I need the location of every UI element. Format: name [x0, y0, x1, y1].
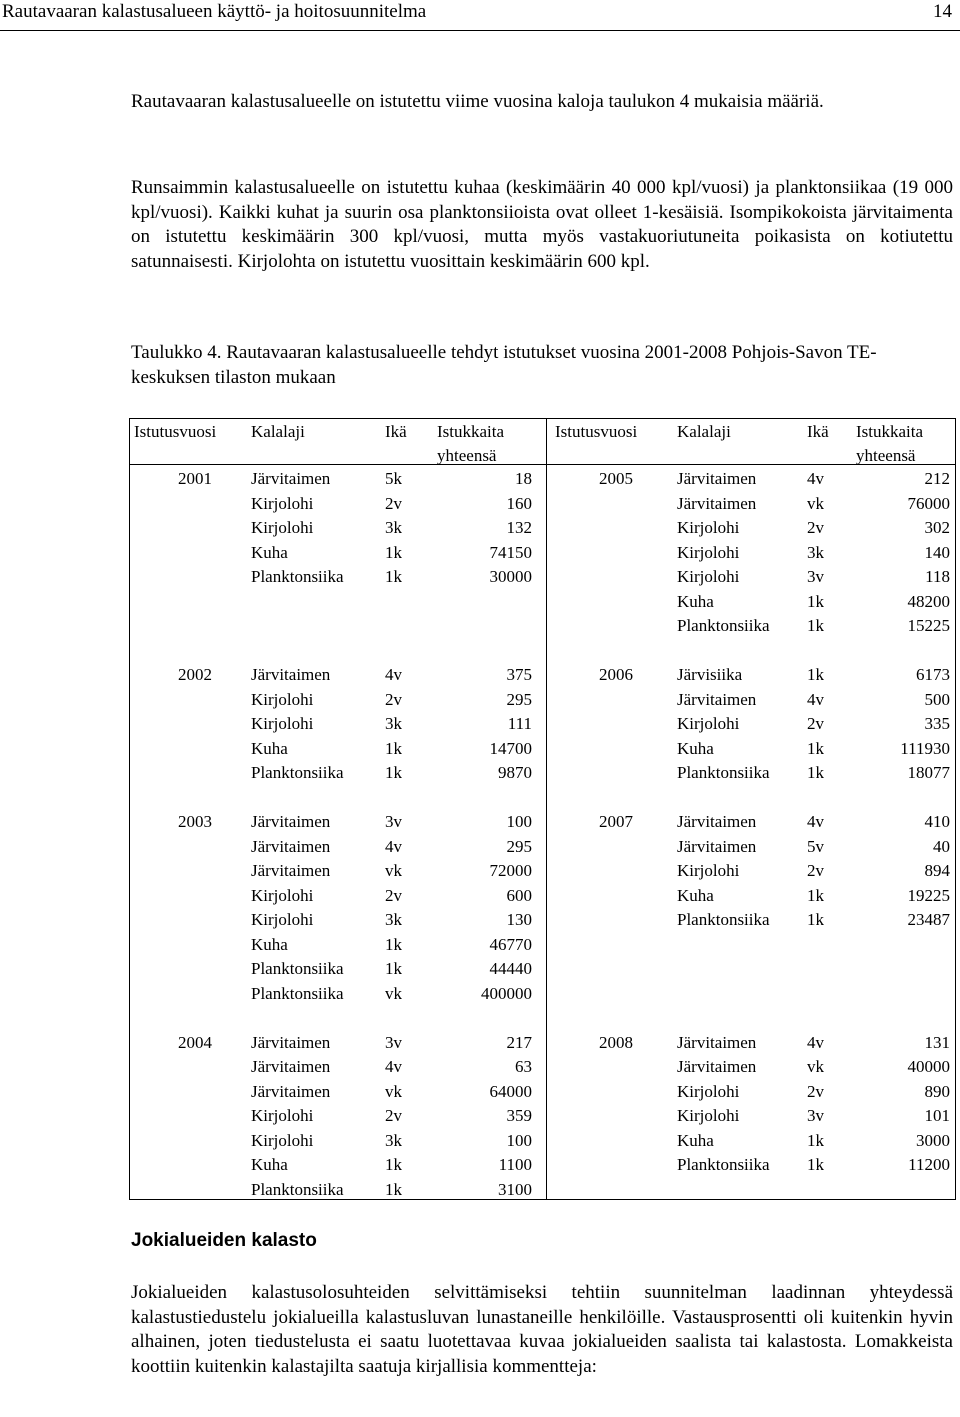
- age-cell: vk: [807, 493, 824, 513]
- stocking-table: [129, 418, 956, 1200]
- count-cell: 44440: [489, 959, 532, 978]
- count-cell: 295: [506, 836, 532, 856]
- count-cell: 74150: [489, 542, 532, 562]
- header-count-total: yhteensä: [437, 446, 497, 465]
- header-year: Istutusvuosi: [555, 422, 638, 441]
- species-cell: Planktonsiika: [677, 616, 770, 635]
- age-cell: 4v: [385, 836, 402, 856]
- header-age: Ikä: [385, 422, 407, 441]
- count-cell: 894: [924, 861, 950, 880]
- section-heading: Jokialueiden kalasto: [131, 1230, 317, 1251]
- species-cell: Järvitaimen: [677, 1032, 757, 1052]
- age-cell: 2v: [385, 1106, 402, 1125]
- species-cell: Kuha: [251, 738, 288, 758]
- species-cell: Järvitaimen: [251, 836, 331, 856]
- year-cell: 2006: [599, 665, 633, 684]
- year-cell: 2004: [178, 1032, 212, 1052]
- species-cell: Kirjolohi: [677, 1081, 740, 1101]
- age-cell: 5v: [807, 836, 824, 856]
- count-cell: 101: [924, 1106, 950, 1125]
- header-count-total: yhteensä: [856, 446, 916, 465]
- count-cell: 140: [924, 542, 950, 562]
- count-cell: 890: [924, 1081, 950, 1101]
- count-cell: 295: [506, 689, 532, 709]
- species-cell: Planktonsiika: [251, 763, 344, 782]
- count-cell: 11200: [908, 1155, 950, 1174]
- species-cell: Planktonsiika: [251, 567, 344, 586]
- age-cell: 4v: [807, 689, 824, 709]
- age-cell: 1k: [807, 885, 824, 905]
- species-cell: Planktonsiika: [677, 763, 770, 782]
- species-cell: Kirjolohi: [251, 885, 314, 905]
- count-cell: 132: [506, 518, 532, 537]
- section-paragraph: Jokialueiden kalastusolosuhteiden selvittämiseksi tehtiin suunnitelman laadinnan yhteydessä kalastustiedustelu jokialueilla kalastusluvan lunastaneille henkilöille. Vastausprosentti oli kuitenkin hyvin alhainen, joten tiedustelusta ei saatu luotettavaa kuvaa jokialueiden saalista tai kalastosta. Lomakkeista koottiin kuitenkin kalastajilta saatuja kirjallisia kommentteja:: [131, 1282, 953, 1377]
- species-cell: Järvitaimen: [677, 493, 757, 513]
- species-cell: Kuha: [251, 542, 288, 562]
- species-cell: Järvisiika: [677, 665, 743, 684]
- age-cell: 2v: [807, 861, 824, 880]
- count-cell: 1100: [498, 1155, 532, 1174]
- species-cell: Kirjolohi: [251, 689, 314, 709]
- species-cell: Planktonsiika: [677, 910, 770, 929]
- age-cell: 1k: [385, 1179, 402, 1199]
- count-cell: 48200: [907, 591, 950, 611]
- age-cell: 1k: [807, 763, 824, 782]
- count-cell: 72000: [489, 861, 532, 880]
- count-cell: 9870: [498, 763, 532, 782]
- age-cell: 3k: [385, 1130, 402, 1150]
- count-cell: 14700: [489, 738, 532, 758]
- count-cell: 600: [506, 885, 532, 905]
- count-cell: 63: [515, 1057, 532, 1076]
- species-cell: Järvitaimen: [251, 1081, 331, 1101]
- species-cell: Kirjolohi: [677, 861, 740, 880]
- species-cell: Järvitaimen: [251, 1057, 331, 1076]
- age-cell: 1k: [807, 616, 824, 635]
- age-cell: 2v: [807, 1081, 824, 1101]
- age-cell: 3k: [385, 518, 402, 537]
- age-cell: 5k: [385, 469, 402, 488]
- species-cell: Kirjolohi: [251, 1106, 314, 1125]
- age-cell: 1k: [807, 1130, 824, 1150]
- column-divider: [546, 419, 547, 1199]
- species-cell: Kuha: [677, 1130, 714, 1150]
- age-cell: vk: [385, 861, 402, 880]
- age-cell: 4v: [385, 665, 402, 684]
- species-cell: Järvitaimen: [677, 812, 757, 831]
- count-cell: 3100: [498, 1179, 532, 1199]
- count-cell: 19225: [907, 885, 950, 905]
- page-header: [0, 0, 960, 31]
- species-cell: Järvitaimen: [251, 812, 331, 831]
- count-cell: 130: [506, 910, 532, 929]
- age-cell: 1k: [807, 591, 824, 611]
- count-cell: 410: [924, 812, 950, 831]
- count-cell: 375: [506, 665, 532, 684]
- age-cell: 1k: [385, 763, 402, 782]
- species-cell: Kuha: [251, 934, 288, 954]
- age-cell: 3v: [385, 1032, 402, 1052]
- species-cell: Kuha: [677, 885, 714, 905]
- age-cell: 3k: [807, 542, 824, 562]
- count-cell: 111: [507, 714, 532, 733]
- age-cell: 2v: [385, 689, 402, 709]
- year-cell: 2001: [178, 469, 212, 488]
- header-species: Kalalaji: [251, 422, 305, 441]
- species-cell: Järvitaimen: [251, 665, 331, 684]
- count-cell: 40: [933, 836, 950, 856]
- count-cell: 111930: [900, 738, 950, 758]
- age-cell: vk: [807, 1057, 824, 1076]
- count-cell: 15225: [907, 616, 950, 635]
- species-cell: Järvitaimen: [251, 1032, 331, 1052]
- species-cell: Järvitaimen: [677, 689, 757, 709]
- age-cell: 2v: [807, 518, 824, 537]
- age-cell: 1k: [385, 1155, 402, 1174]
- species-cell: Kirjolohi: [251, 493, 314, 513]
- age-cell: 1k: [385, 934, 402, 954]
- age-cell: 1k: [385, 738, 402, 758]
- header-species: Kalalaji: [677, 422, 731, 441]
- age-cell: 3v: [385, 812, 402, 831]
- age-cell: vk: [385, 1081, 402, 1101]
- year-cell: 2005: [599, 469, 633, 488]
- count-cell: 400000: [481, 983, 532, 1003]
- species-cell: Planktonsiika: [251, 1179, 344, 1199]
- age-cell: vk: [385, 983, 402, 1003]
- year-cell: 2008: [599, 1032, 633, 1052]
- species-cell: Järvitaimen: [677, 836, 757, 856]
- species-cell: Järvitaimen: [251, 861, 331, 880]
- count-cell: 359: [506, 1106, 532, 1125]
- count-cell: 118: [925, 567, 950, 586]
- count-cell: 500: [924, 689, 950, 709]
- age-cell: 1k: [385, 567, 402, 586]
- age-cell: 4v: [807, 812, 824, 831]
- document-title: Rautavaaran kalastusalueen käyttö- ja hoitosuunnitelma: [2, 1, 427, 22]
- count-cell: 30000: [489, 567, 532, 586]
- year-cell: 2003: [178, 812, 212, 831]
- header-divider: [130, 464, 955, 465]
- header-year: Istutusvuosi: [134, 422, 217, 441]
- species-cell: Kirjolohi: [677, 1106, 740, 1125]
- intro-paragraph: Rautavaaran kalastusalueelle on istutettu viime vuosina kaloja taulukon 4 mukaisia määriä.: [131, 91, 824, 112]
- count-cell: 160: [506, 493, 532, 513]
- count-cell: 64000: [489, 1081, 532, 1101]
- count-cell: 23487: [907, 910, 950, 929]
- species-cell: Kirjolohi: [677, 567, 740, 586]
- count-cell: 76000: [907, 493, 950, 513]
- age-cell: 1k: [807, 910, 824, 929]
- count-cell: 18: [515, 469, 532, 488]
- species-cell: Planktonsiika: [251, 959, 344, 978]
- count-cell: 3000: [916, 1130, 950, 1150]
- header-count: Istukkaita: [437, 422, 505, 441]
- species-cell: Kuha: [677, 591, 714, 611]
- age-cell: 3k: [385, 910, 402, 929]
- page-number: 14: [933, 1, 952, 22]
- age-cell: 3v: [807, 567, 824, 586]
- count-cell: 335: [924, 714, 950, 733]
- count-cell: 302: [924, 518, 950, 537]
- age-cell: 2v: [385, 885, 402, 905]
- age-cell: 4v: [807, 469, 824, 488]
- age-cell: 3k: [385, 714, 402, 733]
- count-cell: 100: [506, 1130, 532, 1150]
- count-cell: 212: [924, 469, 950, 488]
- year-cell: 2002: [178, 665, 212, 684]
- species-cell: Planktonsiika: [677, 1155, 770, 1174]
- species-cell: Kirjolohi: [677, 714, 740, 733]
- count-cell: 6173: [916, 665, 950, 684]
- species-cell: Järvitaimen: [677, 469, 757, 488]
- species-cell: Kirjolohi: [251, 1130, 314, 1150]
- header-count: Istukkaita: [856, 422, 924, 441]
- species-cell: Järvitaimen: [251, 469, 331, 488]
- header-age: Ikä: [807, 422, 829, 441]
- age-cell: 1k: [385, 542, 402, 562]
- table-caption: Taulukko 4. Rautavaaran kalastusalueelle tehdyt istutukset vuosina 2001-2008 Pohjois-Savon TE-keskuksen tilaston mukaan: [131, 342, 877, 388]
- age-cell: 1k: [807, 1155, 824, 1174]
- species-cell: Kirjolohi: [251, 518, 314, 537]
- age-cell: 4v: [385, 1057, 402, 1076]
- species-cell: Kuha: [251, 1155, 288, 1174]
- stocking-summary-paragraph: Runsaimmin kalastusalueelle on istutettu kuhaa (keskimäärin 40 000 kpl/vuosi) ja planktonsiikaa (19 000 kpl/vuosi). Kaikki kuhat ja suurin osa planktonsiioista ovat olleet 1-kesäisiä. Isompikokoista järvitaimenta on istutettu keskimäärin 300 kpl/vuosi, mutta myös vastakuoriutuneita poikasista on kotiutettu satunnaisesti. Kirjolohta on istutettu vuosittain keskimäärin 600 kpl.: [131, 177, 953, 272]
- count-cell: 18077: [907, 763, 950, 782]
- age-cell: 3v: [807, 1106, 824, 1125]
- count-cell: 100: [506, 812, 532, 831]
- count-cell: 46770: [489, 934, 532, 954]
- count-cell: 40000: [907, 1057, 950, 1076]
- count-cell: 131: [924, 1032, 950, 1052]
- age-cell: 2v: [807, 714, 824, 733]
- species-cell: Kirjolohi: [677, 542, 740, 562]
- count-cell: 217: [506, 1032, 532, 1052]
- age-cell: 2v: [385, 493, 402, 513]
- age-cell: 1k: [807, 738, 824, 758]
- species-cell: Kirjolohi: [677, 518, 740, 537]
- species-cell: Kuha: [677, 738, 714, 758]
- species-cell: Kirjolohi: [251, 714, 314, 733]
- year-cell: 2007: [599, 812, 633, 831]
- species-cell: Kirjolohi: [251, 910, 314, 929]
- age-cell: 4v: [807, 1032, 824, 1052]
- species-cell: Planktonsiika: [251, 983, 344, 1003]
- age-cell: 1k: [807, 665, 824, 684]
- age-cell: 1k: [385, 959, 402, 978]
- species-cell: Järvitaimen: [677, 1057, 757, 1076]
